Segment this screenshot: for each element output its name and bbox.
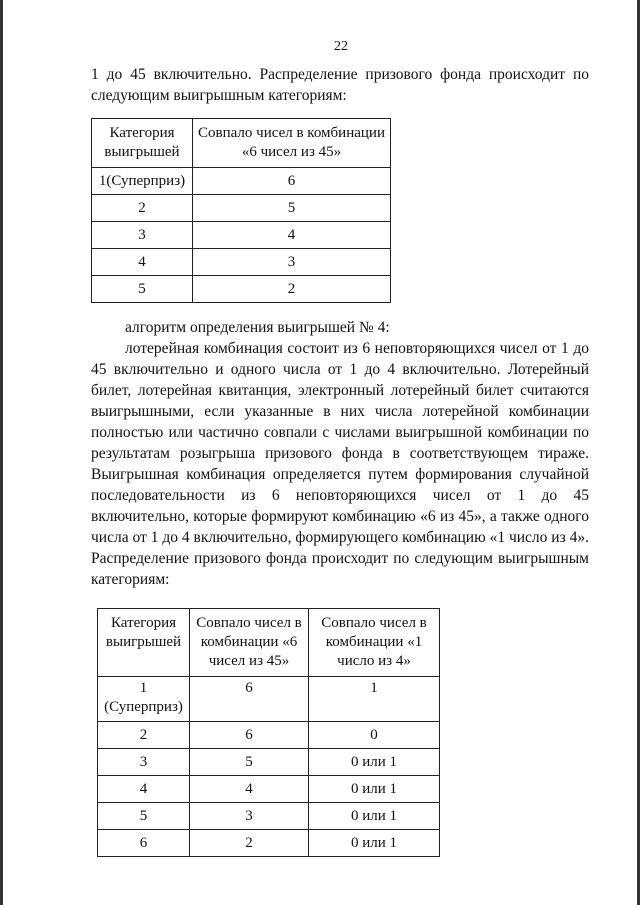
table-row [92,276,391,303]
table-header-row [98,609,440,677]
cell: 0 или 1 [309,749,440,776]
table-row [98,749,440,776]
scan-edge-left [0,0,3,905]
table-header-row [92,119,391,168]
cell: 3 [98,749,190,776]
cell: 4 [193,222,391,249]
table-row [92,195,391,222]
cell: 2 [98,722,190,749]
cell: 1 (Суперприз) [98,677,190,722]
header-matched: Совпало чисел в комбинации «6 чисел из 45» [193,119,391,168]
header-category: Категория выигрышей [98,609,190,677]
header-matched-6of45: Совпало чисел в комбинации «6 чисел из 45» [190,609,309,677]
cell: 1 [309,677,440,722]
algorithm-heading: алгоритм определения выигрышей № 4: [125,319,390,336]
cell: 6 [193,168,391,195]
cell: 0 или 1 [309,830,440,857]
cell: 1(Суперприз) [92,168,193,195]
table-row [92,168,391,195]
cell: 5 [98,803,190,830]
cell: 6 [190,677,309,722]
algorithm-paragraph: лотерейная комбинация состоит из 6 неповторяющихся чисел от 1 до 45 включительно и одного числа от 1 до 4 включительно. Лотерейный билет, лотерейная квитанция, электронный лотерейный билет считаются выигрышными, если указанные в них числа лотерейной комбинации полностью или частично совпали с числами выигрышной комбинации по результатам розыгрыша призового фонда в соответствующем тираже. Выигрышная комбинация определяется путем формирования случайной последовательности из 6 неповторяющихся чисел от 1 до 45 включительно, которые формируют комбинацию «6 из 45», а также одного числа от 1 до 4 включительно, формирующего комбинацию «1 число из 4». Распределение призового фонда происходит по следующим выигрышным категориям: [91,340,589,588]
table-row [92,249,391,276]
cell: 5 [92,276,193,303]
cell: 5 [193,195,391,222]
table-row [92,222,391,249]
cell: 0 или 1 [309,776,440,803]
cell: 3 [92,222,193,249]
cell: 5 [190,749,309,776]
prize-categories-table-1 [91,118,391,303]
header-matched-1of4: Совпало чисел в комбинации «1 число из 4» [309,609,440,677]
cell: 4 [92,249,193,276]
cell: 3 [190,803,309,830]
cell: 2 [193,276,391,303]
header-category: Категория выигрышей [92,119,193,168]
table-row [98,722,440,749]
cell: 6 [190,722,309,749]
table-row [98,830,440,857]
cell: 6 [98,830,190,857]
table-row [98,803,440,830]
cell: 4 [98,776,190,803]
page-number: 22 [334,39,348,54]
cell: 3 [193,249,391,276]
table-row [98,677,440,722]
intro-text: 1 до 45 включительно. Распределение призового фонда происходит по следующим выигрышным категориям: [91,66,589,104]
cell: 0 [309,722,440,749]
intro-paragraph [91,64,589,106]
page-content [91,38,589,857]
prize-categories-table-2 [97,608,440,857]
cell: 2 [190,830,309,857]
table-row [98,776,440,803]
cell: 2 [92,195,193,222]
cell: 0 или 1 [309,803,440,830]
algorithm-section [91,317,589,590]
cell: 4 [190,776,309,803]
